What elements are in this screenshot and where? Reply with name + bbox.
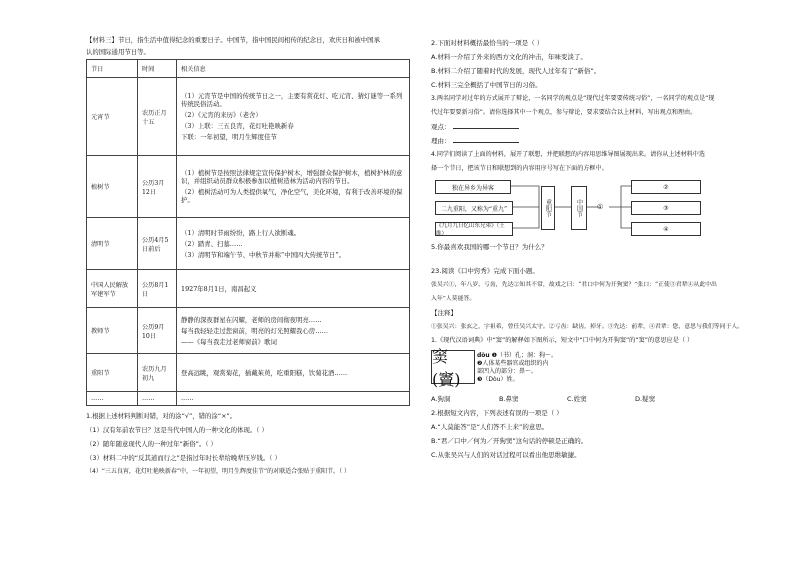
info-line: ——《每当我走过老师窗前》歌词 xyxy=(181,337,277,346)
notes-title: 【注释】 xyxy=(431,309,457,317)
dictionary-pinyin: dòu xyxy=(477,352,490,359)
question-3-line: 3.两名同学对过年的方式展开了辩论，一名同学的观点是“现代过年要要传统习俗”，一名同学的观点是“现 xyxy=(431,95,715,102)
info-line: （1）清明时节雨纷纷，路上行人欲断魂。 xyxy=(181,228,301,237)
festival-time: …… xyxy=(138,392,177,406)
header-time: 时间 xyxy=(138,60,177,78)
option-b[interactable]: B.鼻窦 xyxy=(499,395,519,403)
festival-name: 教师节 xyxy=(87,308,138,354)
material-three-intro xyxy=(86,34,410,58)
table-row xyxy=(87,218,410,270)
festival-name: 元宵节 xyxy=(87,78,138,156)
festival-info: …… xyxy=(177,392,410,406)
dictionary-entry xyxy=(431,347,761,390)
reason-label: 理由： xyxy=(431,137,451,145)
table-row xyxy=(87,392,410,406)
question-5: 5.你最喜欢我国的哪一个节日？为什么？ xyxy=(431,243,548,251)
table-row xyxy=(87,354,410,392)
left-column xyxy=(86,34,410,479)
info-line: 登高远眺，观赏菊花，插戴茱萸，吃重阳糕，饮菊花酒…… xyxy=(181,368,348,377)
header-info: 相关信息 xyxy=(177,60,410,78)
dictionary-line: 部凹入的部分：鼻～。 xyxy=(477,368,538,375)
festival-name: 植树节 xyxy=(87,156,138,218)
info-line: 1927年8月1日，南昌起义 xyxy=(181,284,257,293)
map-center-box: 中国节 xyxy=(571,186,587,230)
answer-box-3[interactable]: ③ xyxy=(631,201,701,215)
viewpoint-row xyxy=(431,120,761,134)
viewpoint-label: 观点： xyxy=(431,123,451,131)
viewpoint-answer-line[interactable] xyxy=(453,120,519,129)
festival-name: 中国人民解放军建军节 xyxy=(87,270,138,308)
question-3-line: 代过年要要新习俗”。请你选择其中一个观点，参与辩论，要求要结合以上材料，写出观点和理由。 xyxy=(431,109,697,116)
answer-box-2[interactable]: ② xyxy=(631,180,701,194)
question-1 xyxy=(86,409,410,479)
festival-name: …… xyxy=(87,392,138,406)
dictionary-line: ❸（Dòu）姓。 xyxy=(477,376,519,383)
question-1-stem: 1.根据上述材料判断对错，对的涂“√”，错的涂“×”。 xyxy=(86,412,237,420)
festival-info xyxy=(177,308,410,354)
festival-table xyxy=(86,59,410,406)
info-line: 每当我轻轻走过您窗前，明亮的灯光照耀我心房…… xyxy=(181,326,328,335)
dictionary-line: ❷人体某些器官或组织的内 xyxy=(477,360,549,367)
question-1-item[interactable]: （4）“三五良宵，花灯吐艳映新春”中，一年初望，明月生辉度佳节”的对联适合张贴于重阳节。（ ） xyxy=(86,468,351,475)
question-1-item[interactable]: （2）随年随意现代人的一种过年“新俗”。（ ） xyxy=(86,440,217,448)
festival-time: 农历正月十五 xyxy=(138,78,177,156)
festival-time: 公历3月12日 xyxy=(138,156,177,218)
question-2b-stem: 2.根据短文内容，下列表述有误的一项是（ ） xyxy=(431,409,563,417)
question-1-item[interactable]: （3）材料二中的“反其道而行之”是指过年时长辈给晚辈压岁钱。（ ） xyxy=(86,454,281,462)
question-2b-option[interactable]: B.“君／口中／何为／开狗窦”这句话的停顿是正确的。 xyxy=(431,437,588,445)
passage-line: 张吴兴①，年八岁，亏齿，先达②知其不常，故戏之曰：“君口中何为开狗窦？”张口：“正使③君辈④从此中出 xyxy=(431,282,717,288)
info-line: （2）植树活动可为人类提供氧气，净化空气，美化环境，有利于改善环境的保护。 xyxy=(181,188,403,204)
dictionary-character: 窦(竇) xyxy=(431,350,475,384)
question-2-option[interactable]: C.材料三完全概括了中国节日的习俗。 xyxy=(431,81,542,89)
passage-line-2 xyxy=(431,292,761,306)
info-line: （1）植树节是按照法律规定宣传保护树木，增强群众保护树木，植树护林的意识，并组织动员群众积极参加以植树造林为活动内容的节日。 xyxy=(181,169,403,185)
festival-info xyxy=(177,156,410,218)
option-a[interactable]: A.狗洞 xyxy=(431,395,451,403)
festival-time: 公历8月1日 xyxy=(138,270,177,308)
festival-time: 公历9月10日 xyxy=(138,308,177,354)
info-line: （3）清明节和端午节、中秋节并称“中国四大传统节日”。 xyxy=(181,250,345,259)
dictionary-line: ❶（书）孔；洞：狗～。 xyxy=(491,352,558,359)
question-1-item[interactable]: （1）汉有年前农节日？这是当代中国人的一种文化的体现。（ ） xyxy=(86,426,268,434)
question-2b-option[interactable]: C.从张吴兴与人们的对话过程可以看出他思维敏捷。 xyxy=(431,451,581,459)
festival-name: 重阳节 xyxy=(87,354,138,392)
info-line: （2）踏青、扫墓…… xyxy=(181,239,243,248)
table-row xyxy=(87,308,410,354)
festival-time: 农历九月初九 xyxy=(138,354,177,392)
festival-info xyxy=(177,354,410,392)
map-middle-box: 重阳节 xyxy=(541,186,555,230)
info-line: （1）元宵节是中国的传统节日之一，主要有赏花灯、吃元宵、猜灯谜等一系列传统民俗活动。 xyxy=(181,92,403,108)
festival-time: 公历4月5日前后 xyxy=(138,218,177,270)
question-2-stem: 2.下面对材料概括最恰当的一项是（ ） xyxy=(431,39,544,47)
right-column xyxy=(431,36,761,462)
question-1b: 1.《现代汉语词典》中“窦”的解释如下图所示，短文中“口中何为开狗窦”的“窦”的意思应是（ ） xyxy=(431,337,694,344)
map-item-box: 《九月九日忆山东兄弟》（王维） xyxy=(435,222,513,236)
info-line: 下联：一年初望，明月生辉度佳节 xyxy=(181,133,277,141)
festival-info xyxy=(177,270,410,308)
header-festival: 节日 xyxy=(87,60,138,78)
info-line: （3）上联：三五良宵，花灯吐艳映新春 xyxy=(181,122,294,130)
intro-line: 认的国际通用节日等。 xyxy=(86,48,150,56)
map-item-box: 独在异乡为异客 xyxy=(435,180,511,194)
table-row xyxy=(87,270,410,308)
info-line: 静静的深夜群星在闪耀，老师的房间彻夜明亮…… xyxy=(181,315,322,324)
mind-map xyxy=(431,178,761,236)
reason-row xyxy=(431,134,761,148)
option-d[interactable]: D.疑窦 xyxy=(635,395,656,403)
answer-box-4[interactable]: ④ xyxy=(631,222,701,236)
passage-tail: ”人莫能答。 xyxy=(442,296,476,302)
map-item-box: 二九重阳，又称为“重九” xyxy=(435,201,513,215)
table-header-row xyxy=(87,60,410,78)
notes-text: ①张吴兴：张玄之，字祖希，曾任吴兴太守。②亏齿：缺齿，掉牙。③先达：前辈，④君辈：您，意思与我们等同于人。 xyxy=(431,324,744,330)
festival-info xyxy=(177,78,410,156)
info-line: （2）《元宵的来历》（老舍） xyxy=(181,111,262,119)
dictionary-definition xyxy=(477,352,597,384)
table-row xyxy=(87,156,410,218)
intro-line: 【材料三】节日，指生活中值得纪念的重要日子。中国节，指中国民间相传的纪念日，欢庆日和被中国承 xyxy=(86,36,380,44)
passage-line-start: 入年 xyxy=(431,296,443,302)
festival-name: 清明节 xyxy=(87,218,138,270)
question-2b-option[interactable]: A.“人莫能答”是“人们答不上来”的意思。 xyxy=(431,423,549,431)
table-row xyxy=(87,78,410,156)
reason-answer-line[interactable] xyxy=(453,134,519,143)
question-1b-options xyxy=(431,392,761,406)
question-23: 23.阅读《口中窍秀》完成下面小题。 xyxy=(431,267,539,275)
festival-info xyxy=(177,218,410,270)
question-2-option[interactable]: B.材料二介绍了随着时代的发展，现代人过年有了“新俗”。 xyxy=(431,67,601,75)
map-center-number: ① xyxy=(597,203,604,211)
question-4-line: 4.同学们阅读了上面的材料，展开了联想，并把联想的内容用思维导图展现出来。请你从上述材料中选 xyxy=(431,151,705,158)
option-c[interactable]: C.姓窦 xyxy=(567,395,587,403)
question-4-line: 择一个节日，把该节日和联想到的内容用序号写在下面的方框中。 xyxy=(431,165,608,172)
question-2-option[interactable]: A.材料一介绍了外来的西方文化的冲击，年味变淡了。 xyxy=(431,53,587,61)
